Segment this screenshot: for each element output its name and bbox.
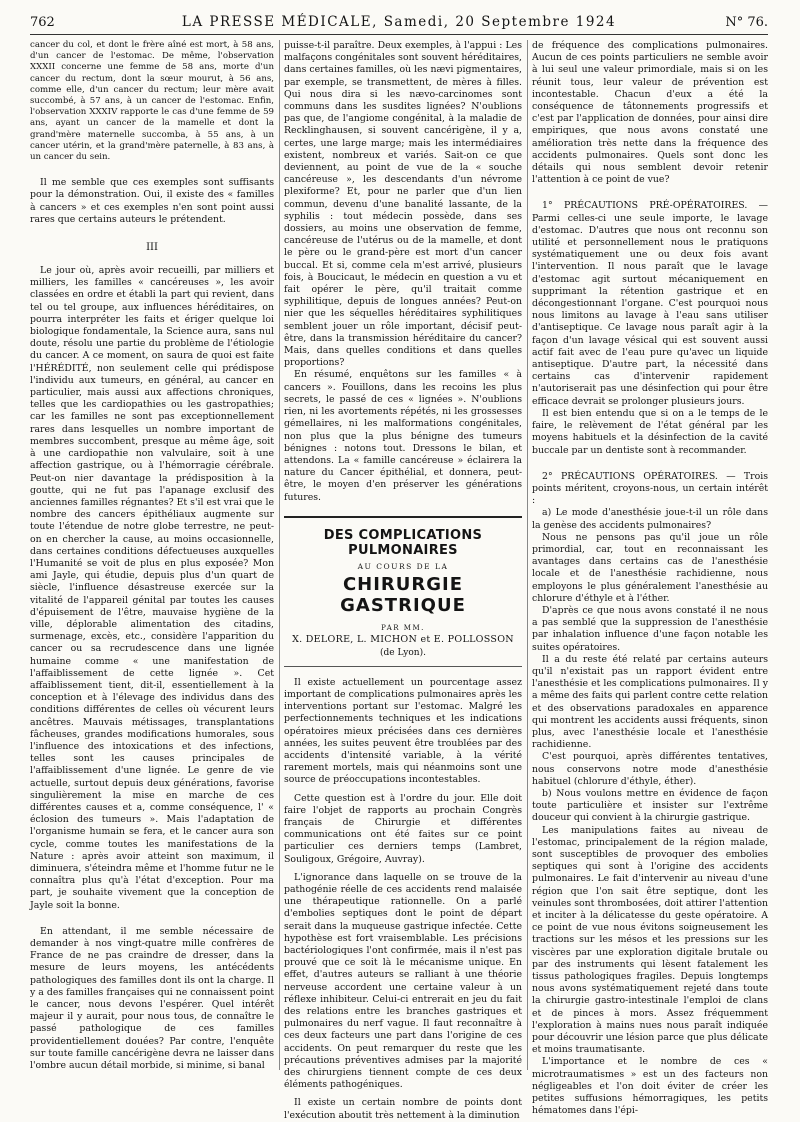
issue-number: N° 76. <box>725 15 768 30</box>
page-number: 762 <box>30 15 55 30</box>
paragraph: b) Nous voulons mettre en évidence de façon toute particulière et insister sur l'extrême douceur qui convient à la chirurgie gastrique. <box>532 787 768 824</box>
paragraph: Le jour où, après avoir recueilli, par milliers et milliers, les familles « cancéreuses », les avoir classées en ordre et établi la part qui revient, dans tel ou tel groupe, aux influences héréditaires, on pourra interpréter les faits et ériger quelque loi biologique fondamentale, la Science aura, sans nul doute, résolu une partie du problème de l'étiologie du cancer. A ce moment, on saura de quoi est faite l'HÉRÉDITÉ, non seulement celle qui prédispose l'individu aux tumeurs, en général, au cancer en particulier, mais aussi aux affections chroniques, telles que les cardiopathies ou les gastropathies; car les familles ne sont pas exceptionnellement rares dans lesquelles un nombre important de membres succombent, presque au même âge, soit à une cardiopathie non valvulaire, soit à une affection gastrique, ou à l'hémorragie cérébrale. Peut-on nier davantage la prédisposition à la goutte, qui ne fut pas l'apanage exclusif des anciennes familles régnantes? Et s'il est vrai que le nombre des cancers épithéliaux augmente sur toute l'étendue de notre globe terrestre, ne peut-on en chercher la cause, au moins occasionnelle, dans certaines conditions défectueuses auxquelles l'Humanité se voit de plus en plus exposée? Mon ami Jayle, qui étudie, depuis plus d'un quart de siècle, l'influence désastreuse exercée sur la vitalité de l'appareil génital par toutes les causes d'épuisement de l'être, mauvaise hygiène de la ville, déplorable alimentation des citadins, surmenage, excès, etc., considère l'apparition du cancer ou sa recrudescence dans une lignée humaine comme « une manifestation de l'affaiblissement de cette lignée ». Cet affaiblissement tient, dit-il, essentiellement à la conception et à l'élevage des individus dans des conditions différentes de celles où vécurent leurs ancêtres. Mauvais métissages, transplantations fâcheuses, grandes modifications humorales, sous l'influence des intoxications et des infections, telles sont les causes principales de l'affaiblissement d'une lignée. Le genre de vie actuelle, surtout depuis deux générations, favorise singulièrement la mise en marche de ces différentes causes et a, comme conséquence, l' « éclosion des tumeurs ». Mais l'adaptation de l'organisme humain se fera, et le cancer aura son cycle, comme toutes les manifestations de la Nature : après avoir atteint son maximum, il diminuera, s'éteindra même et l'homme futur ne le connaîtra plus qu'à l'état d'exception. Pour ma part, je souhaite vivement que la conception de Jayle soit la bonne. <box>30 265 274 911</box>
paragraph: Il existe un certain nombre de points dont l'exécution aboutit très nettement à la diminution <box>284 1097 522 1121</box>
byline-prefix: PAR MM. <box>381 623 425 632</box>
paragraph: de fréquence des complications pulmonaires. Aucun de ces points particuliers ne semble avoir à lui seul une valeur primordiale, mais si on les réunit tous, leur valeur de prévention est incontestable. Chacun d'eux a été la conséquence de tâtonnements progressifs et c'est par l'application de données, pour ainsi dire empiriques, que nous avons constaté une amélioration très nette dans la fréquence des accidents pulmonaires. Quels sont donc les détails qui nous semblent devoir retenir l'attention à ce point de vue? <box>532 40 768 186</box>
paragraph: 2° PRÉCAUTIONS OPÉRATOIRES. — Trois points méritent, croyons-nous, un certain intérêt : <box>532 470 768 507</box>
paragraph: D'après ce que nous avons constaté il ne nous a pas semblé que la suppression de l'anesthésie par inhalation influence d'une façon notable les suites opératoires. <box>532 604 768 653</box>
paragraph: En résumé, enquêtons sur les familles « à cancers ». Fouillons, dans les recoins les plus secrets, le passé de ces « lignées ». N'oublions rien, ni les avortements répétés, ni les grossesses gémellaires, ni les malformations congénitales, non plus que la plus bénigne des tumeurs bénignes : notons tout. Dressons le bilan, et attendons. La « famille cancéreuse » éclairera la nature du Cancer épithélial, et donnera, peut-être, le moyen d'en préserver les générations futures. <box>284 369 522 503</box>
article-heading <box>284 516 522 667</box>
page-header <box>30 12 768 35</box>
observation-note <box>30 40 274 163</box>
article-authors: X. DELORE, L. MICHON et E. POLLOSSON <box>292 633 514 645</box>
column-divider <box>279 40 280 1070</box>
article-title: DES COMPLICATIONS PULMONAIRES <box>323 527 483 558</box>
paragraph: a) Le mode d'anesthésie joue-t-il un rôle dans la genèse des accidents pulmonaires? <box>532 507 768 531</box>
paragraph: Il est bien entendu que si on a le temps de le faire, le relèvement de l'état général par les moyens habituels et la désinfection de la cavité buccale par un dentiste sont à recommander. <box>532 407 768 456</box>
paragraph: C'est pourquoi, après différentes tentatives, nous conservons notre mode d'anesthésie habituel (chlorure d'éthyle, éther). <box>532 751 768 787</box>
column-2 <box>284 40 522 1121</box>
paragraph: Cette question est à l'ordre du jour. Elle doit faire l'objet de rapports au prochain Congrès français de Chirurgie et différentes communications ont été faites sur ce point particulier ces derniers temps (Lambret, Souligoux, Grégoire, Auvray). <box>284 792 522 865</box>
article-subtitle: AU COURS DE LA <box>357 561 449 571</box>
paragraph: puisse-t-il paraître. Deux exemples, à l'appui : Les malfaçons congénitales sont souvent héréditaires, dans certaines familles, où les nævi pigmentaires, par exemple, se transmettent, de mères à filles. Qui nous dira si les nævo-carcinomes sont communs dans les susdites lignées? N'oublions pas que, de l'angiome congénital, à la maladie de Recklinghausen, si souvent cancérigène, il y a, certes, une large marge; mais les intermédiaires existent, nombreux et variés. Sait-on ce que deviennent, au point de vue de la « souche cancéreuse », les descendants d'un névrome plexiforme? Et, pour ne parler que d'un lien commun, devenu d'une banalité lassante, de la syphilis : tout médecin possède, dans ses dossiers, au moins une observation de femme, cancéreuse de l'utérus ou de la mamelle, et dont le père ou le grand-père est mort d'un cancer buccal. Et si, comme cela m'est arrivé, plusieurs fois, à Boucicaut, le médecin en question a vu et fait opérer le père, qu'il traitait comme syphilitique, depuis de longues années? Peut-on nier que les séquelles héréditaires syphilitiques semblent jouer un rôle important, décisif peut-être, dans la transmission héréditaire du cancer? Mais, dans quelles conditions et dans quelles proportions? <box>284 40 522 369</box>
paragraph: L'importance et le nombre de ces « microtraumatismes » est un des facteurs non négligeables et l'on doit éviter de créer les petites suffusions hémorragiques, les petits hématomes dans l'épi- <box>532 1056 768 1117</box>
article-origin: (de Lyon). <box>380 647 426 658</box>
paragraph: Il existe actuellement un pourcentage assez important de complications pulmonaires après les interventions portant sur l'estomac. Malgré les perfectionnements techniques et les indications opératoires mieux précisées dans ces dernières années, les suites peuvent être troublées par des accidents d'intensité variable, à la vérité rarement mortels, mais qui néanmoins sont une source de préoccupations incontestables. <box>284 676 522 786</box>
paragraph: Il me semble que ces exemples sont suffisants pour la démonstration. Oui, il existe des « familles à cancers » et ces exemples n'en sont point aussi rares que certains auteurs le prétendent. <box>30 177 274 225</box>
paragraph: En attendant, il me semble nécessaire de demander à nos vingt-quatre mille confrères de France de ne pas craindre de dresser, dans la mesure de leurs moyens, les antécédents pathologiques des familles dont ils ont la charge. Il y a des familles françaises qui ne connaissent point le cancer, nous devons l'espérer. Quel intérêt majeur il y aurait, pour nous tous, de connaître le passé pathologique de ces familles providentiellement douées? Par contre, l'enquête sur toute famille cancérigène devra ne laisser dans l'ombre aucun détail morbide, si minime, si banal <box>30 925 274 1072</box>
paragraph: cancer du col, et dont le frère aîné est mort, à 58 ans, d'un cancer de l'estomac. De même, l'observation XXXII concerne une femme de 58 ans, morte d'un cancer du rectum, dont la sœur mourut, à 56 ans, comme elle, d'un cancer du rectum; leur mère avait succombé, à 57 ans, à un cancer de l'estomac. Enfin, l'observation XXXIV rapporte le cas d'une femme de 59 ans, ayant un cancer de la mamelle et dont la grand'mère maternelle succomba, à 55 ans, à un cancer utérin, et la grand'mère paternelle, à 83 ans, à un cancer du sein. <box>30 40 274 163</box>
paragraph: 1° PRÉCAUTIONS PRÉ-OPÉRATOIRES. — Parmi celles-ci une seule importe, le lavage d'estomac. D'autres que nous ont reconnu son utilité et personnellement nous le pratiquons systématiquement une ou deux fois avant l'intervention. Il nous paraît que le lavage d'estomac agit surtout mécaniquement en supprimant la rétention gastrique et en décongestionnant l'organe. C'est pourquoi nous nous limitons au lavage à l'eau sans utiliser d'antiseptique. Ce lavage nous paraît agir à la façon d'un lavage vésical qui est souvent aussi actif fait avec de l'eau pure qu'avec un liquide antiseptique. D'autre part, la nécessité dans certains cas d'intervenir rapidement n'autoriserait pas une désinfection qui pour être efficace devrait se prolonger plusieurs jours. <box>532 200 768 407</box>
column-1 <box>30 40 274 1070</box>
column-divider <box>527 40 528 1070</box>
paragraph: Nous ne pensons pas qu'il joue un rôle primordial, car, tout en reconnaissant les avantages dans certains cas de l'anesthésie locale et de l'anesthésie rachidienne, nous employons le plus généralement l'anesthésie au chlorure d'éthyle et à l'éther. <box>532 531 768 604</box>
column-3 <box>532 40 768 1117</box>
paragraph: Il a du reste été relaté par certains auteurs qu'il n'existait pas un rapport évident entre l'anesthésie et les complications pulmonaires. Il y a même des faits qui parlent contre cette relation et des observations paradoxales en apparence qui montrent les accidents aussi fréquents, sinon plus, avec l'anesthésie locale et l'anesthésie rachidienne. <box>532 653 768 751</box>
paragraph: Les manipulations faites au niveau de l'estomac, principalement de la région malade, sont susceptibles de provoquer des embolies septiques qui sont à l'origine des accidents pulmonaires. Le fait d'intervenir au niveau d'une région que l'on sait être septique, dont les veinules sont thrombosées, doit attirer l'attention et inciter à la délicatesse du geste opératoire. A ce point de vue nous évitons soigneusement les tractions sur les mésos et les pressions sur les viscères par une exploration digitale brutale ou par des instruments qui lèsent fatalement les tissus pathologiques fragiles. Depuis longtemps nous avons systématiquement rejeté dans toute la chirurgie gastro-intestinale l'emploi de clans et de pinces à mors. Assez fréquemment l'exploration à mains nues nous paraît indiquée pour découvrir une lésion parce que plus délicate et moins traumatisante. <box>532 824 768 1056</box>
section-heading: III <box>146 242 158 254</box>
journal-title: LA PRESSE MÉDICALE, Samedi, 20 Septembre 1924 <box>181 14 617 30</box>
paragraph: L'ignorance dans laquelle on se trouve de la pathogénie réelle de ces accidents rend malaisée une thérapeutique rationnelle. On a parlé d'embolies septiques dont le point de départ serait dans la muqueuse gastrique infectée. Cette hypothèse est fort vraisemblable. Les précisions bactériologiques l'ont confirmée, mais il n'est pas prouvé que ce soit là le mécanisme unique. En effet, d'autres auteurs se ralliant à une théorie nerveuse accordent une certaine valeur à un réflexe inhibiteur. Celui-ci entrerait en jeu du fait des relations entre les branches gastriques et pulmonaires du nerf vague. Il faut reconnaître à ces deux facteurs une part dans l'origine de ces accidents. On peut remarquer du reste que les précautions préventives admises par la majorité des chirurgiens tiennent compte de ces deux éléments pathogéniques. <box>284 871 522 1091</box>
article-title-main: CHIRURGIE GASTRIQUE <box>340 573 466 616</box>
